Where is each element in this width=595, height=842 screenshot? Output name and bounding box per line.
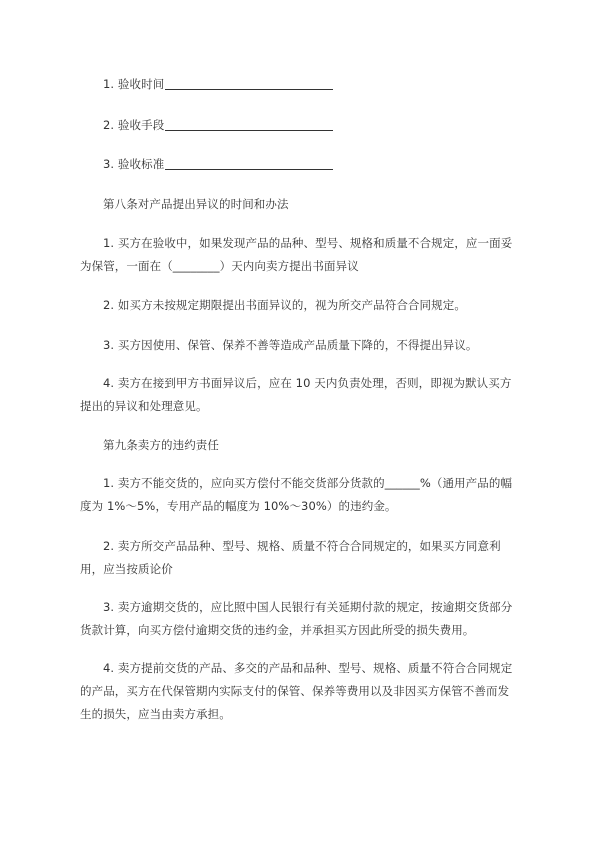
clause-text: 1. 验收时间 bbox=[103, 77, 165, 91]
fill-in-blank[interactable] bbox=[165, 155, 333, 170]
clause-paragraph: 1. 卖方不能交货的，应向买方偿付不能交货部分货款的______%（通用产品的幅度为 1%～5%，专用产品的幅度为 10%～30%）的违约金。 bbox=[80, 476, 513, 513]
clause-item-acceptance-time bbox=[103, 73, 503, 96]
section-heading-article-8: 第八条对产品提出异议的时间和办法 bbox=[103, 197, 289, 211]
section-heading-article-9: 第九条卖方的违约责任 bbox=[103, 438, 219, 452]
clause-paragraph: 3. 卖方逾期交货的，应比照中国人民银行有关延期付款的规定，按逾期交货部分货款计算，向买方偿付逾期交货的违约金，并承担买方因此所受的损失费用。 bbox=[80, 600, 513, 637]
clause-text: 2. 验收手段 bbox=[103, 118, 165, 132]
clause-paragraph: 4. 卖方在接到甲方书面异议后，应在 10 天内负责处理，否则，即视为默认买方提出的异议和处理意见。 bbox=[80, 376, 512, 413]
clause-item-acceptance-method bbox=[103, 114, 503, 137]
fill-in-blank[interactable] bbox=[165, 75, 333, 90]
clause-paragraph: 4. 卖方提前交货的产品、多交的产品和品种、型号、规格、质量不符合合同规定的产品，买方在代保管期内实际支付的保管、保养等费用以及非因买方保管不善而发生的损失，应当由卖方承担。 bbox=[80, 661, 513, 721]
clause-paragraph: 1. 买方在验收中，如果发现产品的品种、型号、规格和质量不合规定，应一面妥为保管，一面在（________）天内向卖方提出书面异议 bbox=[80, 236, 513, 273]
clause-paragraph: 3. 买方因使用、保管、保养不善等造成产品质量下降的，不得提出异议。 bbox=[103, 338, 478, 352]
fill-in-blank[interactable] bbox=[165, 116, 333, 131]
clause-paragraph: 2. 卖方所交产品品种、型号、规格、质量不符合合同规定的，如果买方同意利用，应当按质论价 bbox=[80, 539, 501, 576]
clause-item-acceptance-standard bbox=[103, 153, 503, 176]
clause-text: 3. 验收标准 bbox=[103, 157, 165, 171]
clause-paragraph: 2. 如买方未按规定期限提出书面异议的，视为所交产品符合合同规定。 bbox=[103, 298, 466, 312]
